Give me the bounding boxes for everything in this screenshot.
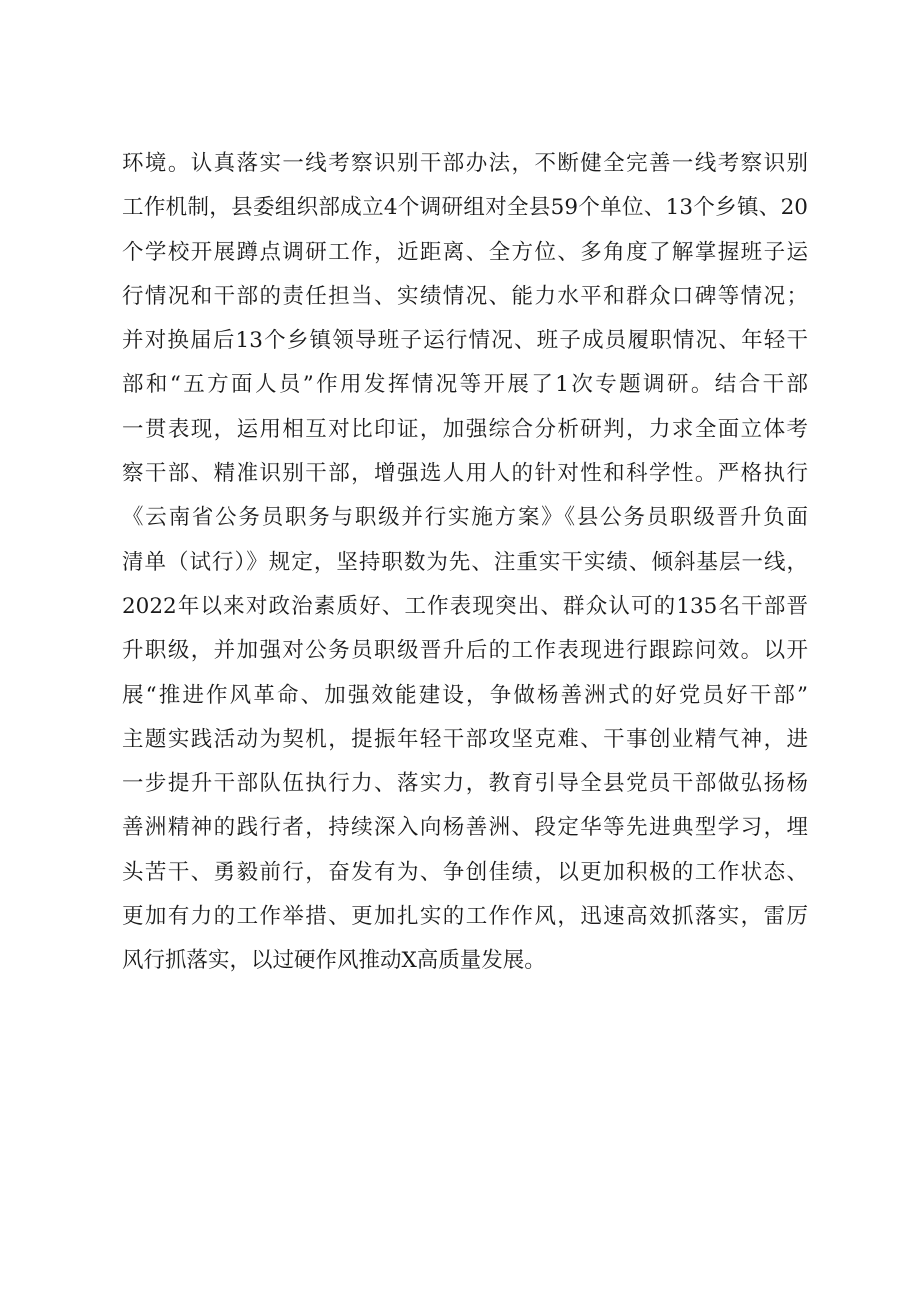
body-paragraph	[122, 142, 808, 984]
text-line-8: 察干部、精准识别干部，增强选人用人的针对性和科学性。严格执行	[122, 461, 808, 487]
text-line-3: 个学校开展蹲点调研工作，近距离、全方位、多角度了解掌握班子运	[122, 239, 808, 265]
text-line-12: 升职级，并加强对公务员职级晋升后的工作表现进行跟踪问效。以开	[122, 638, 808, 664]
text-line-18: 更加有力的工作举措、更加扎实的工作作风，迅速高效抓落实，雷厉	[122, 904, 808, 930]
text-line-2: 工作机制，县委组织部成立4个调研组对全县59个单位、13个乡镇、20	[122, 195, 808, 221]
text-line-13: 展“推进作风革命、加强效能建设，争做杨善洲式的好党员好干部”	[122, 682, 808, 708]
text-line-1: 环境。认真落实一线考察识别干部办法，不断健全完善一线考察识别	[122, 151, 808, 176]
text-line-5: 并对换届后13个乡镇领导班子运行情况、班子成员履职情况、年轻干	[122, 328, 808, 354]
text-line-6: 部和“五方面人员”作用发挥情况等开展了1次专题调研。结合干部	[122, 372, 808, 398]
text-line-10: 清单（试行）》规定，坚持职数为先、注重实干实绩、倾斜基层一线，	[122, 549, 808, 575]
text-line-11: 2022年以来对政治素质好、工作表现突出、群众认可的135名干部晋	[122, 593, 808, 619]
text-line-17: 头苦干、勇毅前行，奋发有为、争创佳绩，以更加积极的工作状态、	[122, 859, 808, 885]
text-line-14: 主题实践活动为契机，提振年轻干部攻坚克难、干事创业精气神，进	[122, 726, 808, 752]
text-line-7: 一贯表现，运用相互对比印证，加强综合分析研判，力求全面立体考	[122, 416, 808, 442]
text-line-19: 风行抓落实，以过硬作风推动X高质量发展。	[122, 948, 546, 974]
text-line-4: 行情况和干部的责任担当、实绩情况、能力水平和群众口碑等情况；	[122, 283, 808, 309]
text-line-16: 善洲精神的践行者，持续深入向杨善洲、段定华等先进典型学习，埋	[122, 815, 808, 841]
text-line-15: 一步提升干部队伍执行力、落实力，教育引导全县党员干部做弘扬杨	[122, 771, 808, 797]
text-line-9: 《云南省公务员职务与职级并行实施方案》《县公务员职级晋升负面	[122, 505, 808, 531]
